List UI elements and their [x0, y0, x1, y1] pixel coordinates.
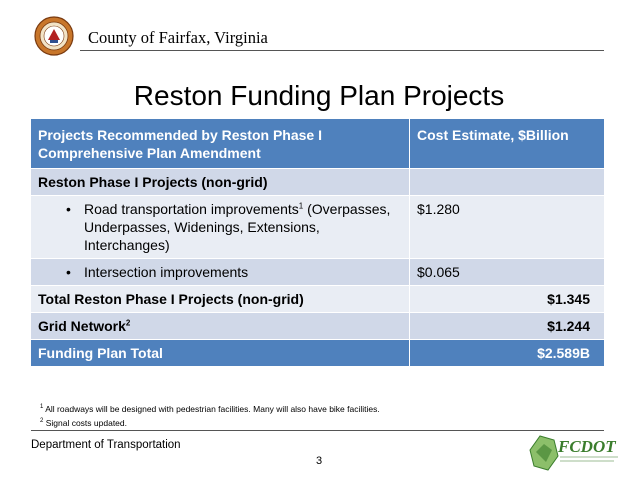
fcdot-logo	[524, 430, 624, 474]
grid-value: $1.244	[410, 313, 605, 340]
section-label: Reston Phase I Projects (non-grid)	[31, 169, 410, 196]
grid-label: Grid Network	[38, 318, 126, 334]
table-header-row	[31, 119, 604, 169]
slide-title: Reston Funding Plan Projects	[133, 80, 505, 111]
grid-footnote-marker: 2	[125, 318, 131, 328]
county-name: County of Fairfax, Virginia	[88, 28, 268, 47]
county-seal-logo	[34, 16, 74, 56]
footnote-2-number: 2	[40, 418, 44, 425]
road-detail: (Overpasses, Underpasses, Widenings, Extensions, Interchanges)	[84, 201, 391, 253]
page-number: 3	[316, 455, 323, 467]
table-row-grid	[31, 313, 604, 340]
funding-table	[31, 119, 604, 367]
bullet-icon: •	[66, 264, 71, 280]
intersection-cell	[31, 259, 410, 286]
footnote-2	[40, 418, 127, 428]
footnote-1-text: All roadways will be designed with pedestrian facilities. Many will also have bike facilities.	[45, 404, 380, 414]
funding-total-label: Funding Plan Total	[31, 340, 410, 367]
footer-divider	[31, 430, 604, 431]
logo-text: FCDOT	[558, 437, 616, 456]
table-row-road	[31, 196, 604, 259]
table-row-section	[31, 169, 604, 196]
road-cell	[31, 196, 410, 259]
table-row-total-phase1	[31, 286, 604, 313]
footnote-1-number: 1	[40, 404, 44, 411]
intersection-label: Intersection improvements	[84, 264, 249, 280]
column-header-projects: Projects Recommended by Reston Phase I Comprehensive Plan Amendment	[31, 119, 410, 169]
intersection-value: $0.065	[410, 259, 605, 286]
footnote-1	[40, 404, 380, 414]
department-name: Department of Transportation	[31, 439, 181, 451]
road-footnote-marker: 1	[298, 201, 304, 211]
table-row-intersection	[31, 259, 604, 286]
total-phase1-value: $1.345	[410, 286, 605, 313]
column-header-cost: Cost Estimate, $Billion	[410, 119, 605, 169]
total-phase1-label: Total Reston Phase I Projects (non-grid)	[31, 286, 410, 313]
grid-cell	[31, 313, 410, 340]
footnote-2-text: Signal costs updated.	[45, 418, 127, 428]
funding-total-value: $2.589B	[410, 340, 605, 367]
road-text	[84, 200, 402, 254]
road-label: Road transportation improvements	[84, 201, 299, 217]
header-divider	[80, 50, 604, 51]
bullet-icon: •	[66, 201, 71, 217]
road-value: $1.280	[410, 196, 605, 259]
table-row-funding-total	[31, 340, 604, 367]
section-cost-empty	[410, 169, 605, 196]
